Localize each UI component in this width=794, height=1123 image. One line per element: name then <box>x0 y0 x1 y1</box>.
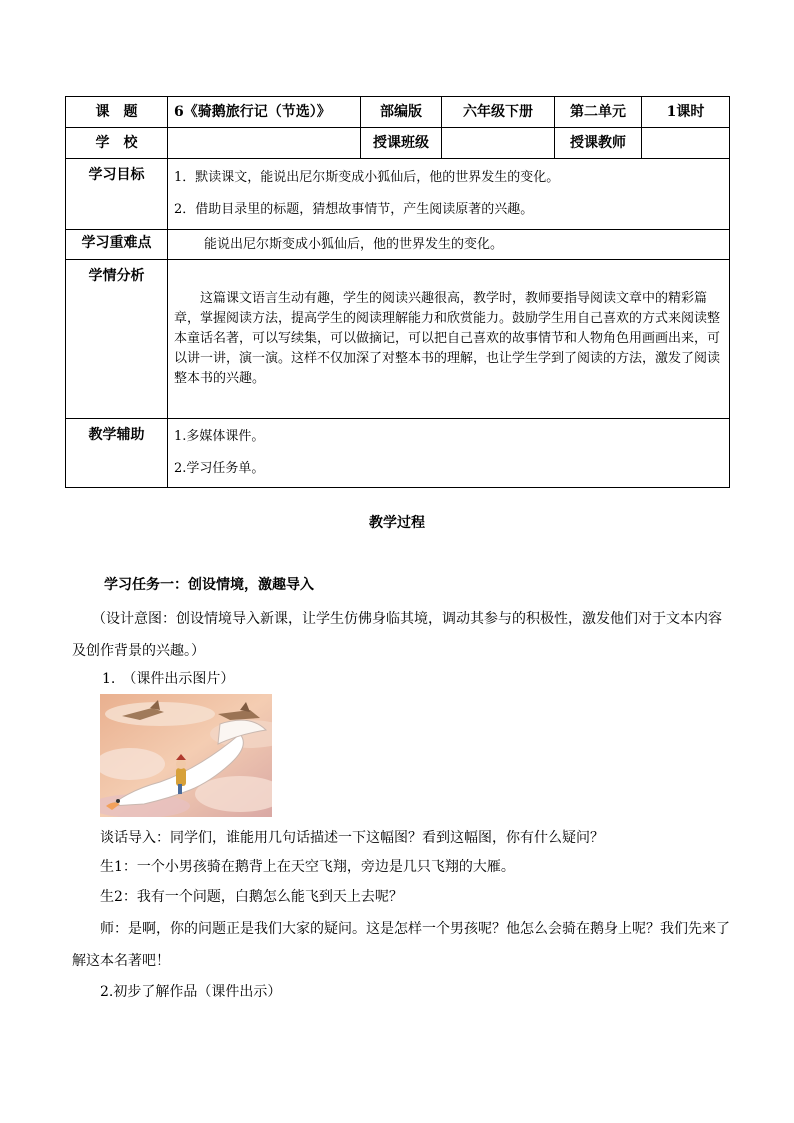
aid-item: 1.多媒体课件。 <box>174 429 265 444</box>
teacher-response: 师：是啊，你的问题正是我们大家的疑问。这是怎样一个男孩呢？他怎么会骑在鹅身上呢？我们先来了解这本名著吧！ <box>72 921 730 969</box>
boy-riding-goose-illustration <box>100 694 272 817</box>
teacher-value <box>642 128 730 159</box>
goals-content <box>168 159 730 230</box>
aids-label: 教学辅助 <box>66 419 168 488</box>
table-row-key-points <box>66 230 730 260</box>
school-value <box>168 128 361 159</box>
step1-label: 1. （课件出示图片） <box>102 671 235 687</box>
aids-content <box>168 419 730 488</box>
school-label: 学 校 <box>66 128 168 159</box>
talk-intro: 谈话导入：同学们，谁能用几句话描述一下这幅图？看到这幅图，你有什么疑问？ <box>100 830 604 846</box>
process-heading: 教学过程 <box>369 515 425 531</box>
student-answer-2: 生2：我有一个问题，白鹅怎么能飞到天上去呢？ <box>100 889 403 905</box>
analysis-text: 这篇课文语言生动有趣，学生的阅读兴趣很高，教学时，教师要指导阅读文章中的精彩篇章，掌握阅读方法，提高学生的阅读理解能力和欣赏能力。鼓励学生用自己喜欢的方式来阅读整本童话名著，可以写续集，可以做摘记，可以把自己喜欢的故事情节和人物角色用画画出来，可以讲一讲，演一演。这样不仅加深了对整本书的理解，也让学生学到了阅读的方法，激发了阅读整本书的兴趣。 <box>168 260 730 419</box>
table-row-school <box>66 128 730 159</box>
key-points-text: 能说出尼尔斯变成小狐仙后，他的世界发生的变化。 <box>168 230 730 260</box>
goals-label: 学习目标 <box>66 159 168 230</box>
analysis-label: 学情分析 <box>66 260 168 419</box>
task1-title: 学习任务一：创设情境，激趣导入 <box>104 577 314 593</box>
grade: 六年级下册 <box>442 97 555 128</box>
goal-item: 2．借助目录里的标题，猜想故事情节，产生阅读原著的兴趣。 <box>174 202 534 217</box>
table-row-aids <box>66 419 730 488</box>
class-label: 授课班级 <box>361 128 442 159</box>
table-row-goals <box>66 159 730 230</box>
table-row-course <box>66 97 730 128</box>
course-title: 6《骑鹅旅行记（节选）》 <box>168 97 361 128</box>
goal-item: 1．默读课文，能说出尼尔斯变成小狐仙后，他的世界发生的变化。 <box>174 170 560 185</box>
step2-label: 2.初步了解作品（课件出示） <box>100 984 282 1000</box>
design-intent: （设计意图：创设情境导入新课，让学生仿佛身临其境，调动其参与的积极性，激发他们对于文本内容及创作背景的兴趣。） <box>72 611 722 659</box>
class-value <box>442 128 555 159</box>
lesson-info-table <box>65 96 730 488</box>
edition: 部编版 <box>361 97 442 128</box>
class-hours: 1课时 <box>642 97 730 128</box>
course-label: 课 题 <box>66 97 168 128</box>
key-points-label: 学习重难点 <box>66 230 168 260</box>
unit: 第二单元 <box>555 97 642 128</box>
table-row-analysis <box>66 260 730 419</box>
student-answer-1: 生1：一个小男孩骑在鹅背上在天空飞翔，旁边是几只飞翔的大雁。 <box>100 859 515 875</box>
aid-item: 2.学习任务单。 <box>174 461 265 476</box>
teacher-label: 授课教师 <box>555 128 642 159</box>
